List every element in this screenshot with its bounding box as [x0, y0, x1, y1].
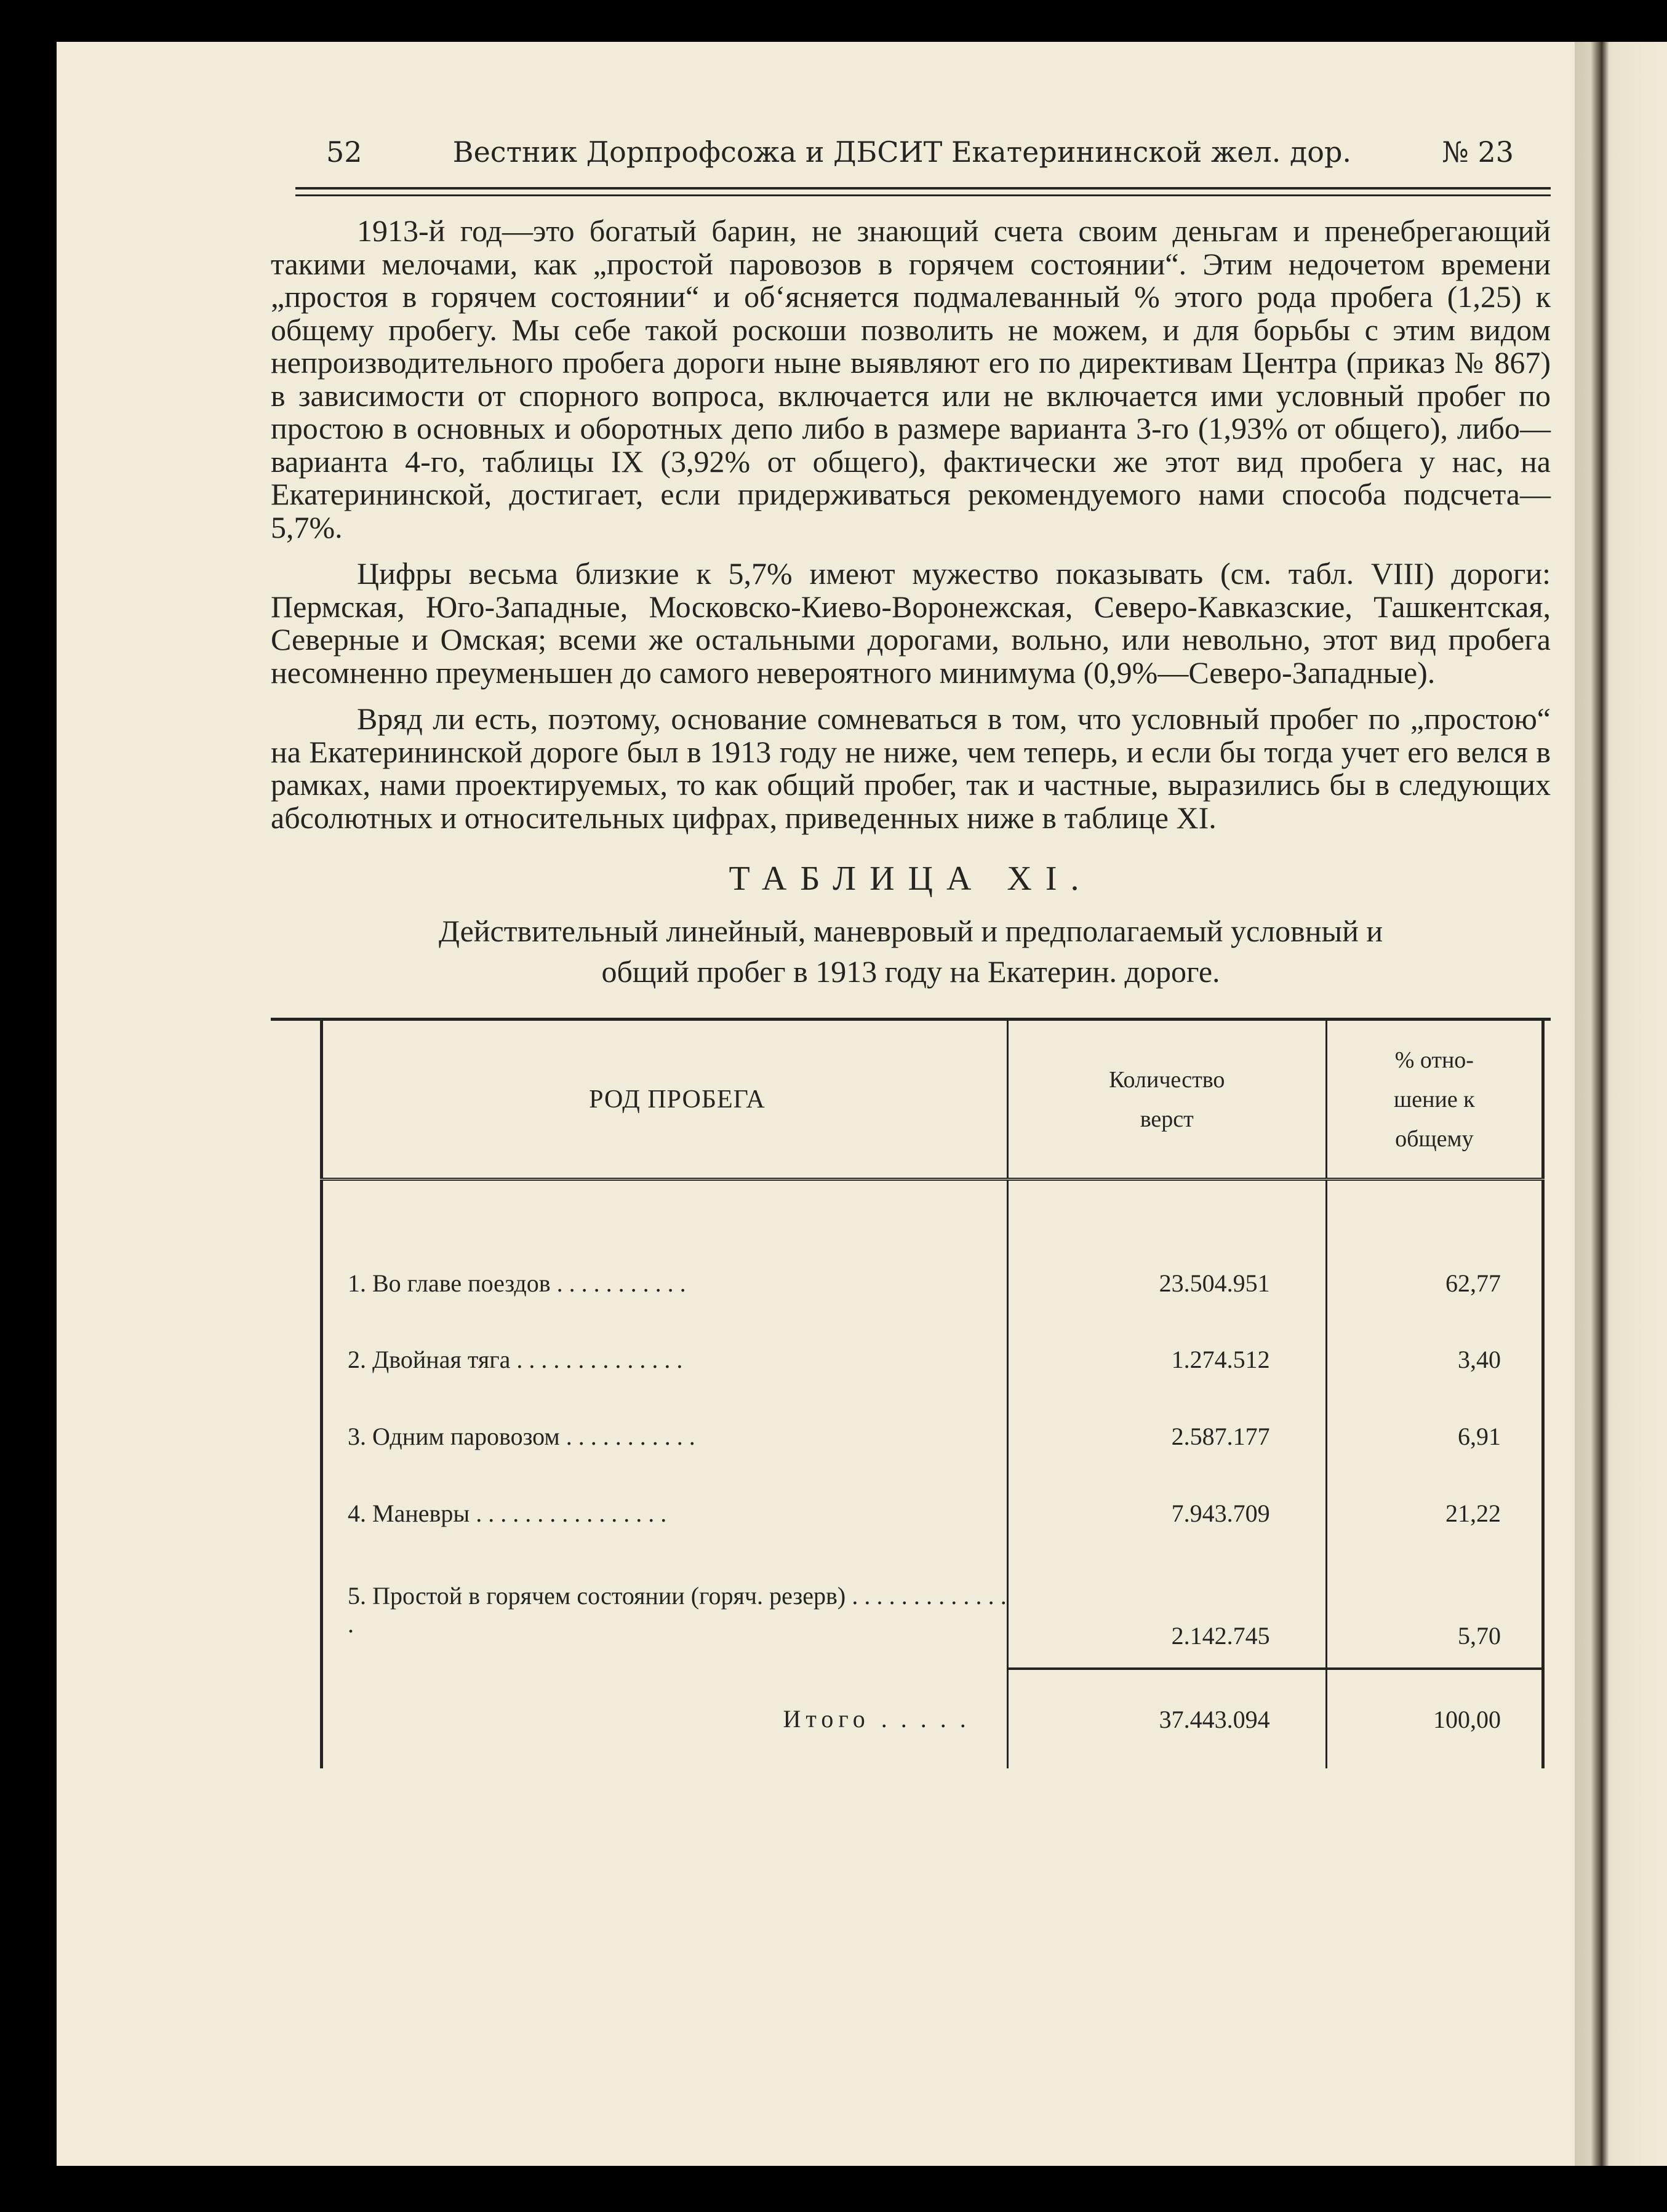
row-label: 1. Во главе поездов — [348, 1269, 551, 1297]
leader-dots: . . . . . . . . . . . . . . — [348, 1582, 1007, 1638]
header-pct-line-2: шение к — [1394, 1086, 1475, 1112]
table-caption-line-2: общий пробег в 1913 году на Екатерин. дороге. — [601, 954, 1220, 989]
header-rule — [295, 187, 1551, 196]
header-qty-line-1: Количество — [1109, 1066, 1225, 1093]
total-label — [322, 1669, 1008, 1768]
book-binding — [1575, 42, 1667, 2166]
running-header — [271, 135, 1551, 178]
table-header-row — [322, 1021, 1543, 1180]
table-caption-line-1: Действительный линейный, маневровый и предполагаемый условный и — [438, 914, 1383, 948]
header-qty — [1007, 1021, 1326, 1180]
total-qty: 37.443.094 — [1007, 1669, 1326, 1768]
leader-dots: . . . . . . . . . . . . . . . . — [476, 1499, 667, 1527]
row-name — [322, 1475, 1008, 1552]
paragraph-1: 1913-й год—это богатый барин, не знающий счета своим деньгам и пренебрегающий такими мелочами, как „простой паровозов в горячем состоянии“. Этим недочетом времени „простоя в горячем состоянии“ и об‘ясняется подмалеванный % этого рода пробега (1,25) к общему пробегу. Мы себе такой роскоши позволить не можем, и для борьбы с этим видом непроизводительного пробега дороги ныне выявляют его по директивам Центра (приказ № 867) в зависимости от спорного вопроса, включается или не включается ими условный пробег по простою в основных и оборотных депо либо в размере варианта 3-го (1,93% от общего), либо—варианта 4-го, таблицы IX (3,92% от общего), фактически же этот вид пробега у нас, на Екатерининской, достигает, если придерживаться рекомендуемого нами способа подсчета—5,7%. — [271, 214, 1551, 545]
row-name — [322, 1180, 1008, 1322]
paragraph-2: Цифры весьма близкие к 5,7% имеют мужество показывать (см. табл. VIII) дороги: Пермская, Юго-Западные, Московско-Киево-Воронежская, Северо-Кавказские, Ташкентская, Северные и Омская; всеми же остальными дорогами, вольно, или невольно, этот вид пробега несомненно преуменьшен до самого невероятного минимума (0,9%—Северо-Западные). — [271, 556, 1551, 690]
issue-number: № 23 — [1442, 135, 1514, 169]
header-pct-line-3: общему — [1395, 1125, 1474, 1152]
table-caption — [271, 911, 1551, 992]
table-row — [322, 1321, 1543, 1398]
row-label: 3. Одним паровозом — [348, 1423, 560, 1450]
page-content — [271, 135, 1551, 1768]
header-qty-line-2: верст — [1140, 1106, 1194, 1132]
row-qty: 1.274.512 — [1007, 1321, 1326, 1398]
mileage-table — [320, 1021, 1545, 1768]
leader-dots: . . . . . — [881, 1704, 970, 1733]
row-pct: 21,22 — [1326, 1475, 1543, 1552]
leader-dots: . . . . . . . . . . . — [566, 1423, 695, 1450]
row-label: 2. Двойная тяга — [348, 1346, 511, 1373]
row-pct: 6,91 — [1326, 1398, 1543, 1475]
binding-shadow — [1591, 42, 1609, 2166]
row-pct: 3,40 — [1326, 1321, 1543, 1398]
table-row — [322, 1552, 1543, 1669]
row-pct: 62,77 — [1326, 1180, 1543, 1322]
row-qty: 23.504.951 — [1007, 1180, 1326, 1322]
header-pct — [1326, 1021, 1543, 1180]
journal-title: Вестник Дорпрофсожа и ДБСИТ Екатерининской жел. дор. — [452, 135, 1352, 169]
page-number: 52 — [326, 135, 362, 169]
total-pct: 100,00 — [1326, 1669, 1543, 1768]
leader-dots: . . . . . . . . . . . . . . — [516, 1346, 683, 1373]
row-label: 4. Маневры — [348, 1499, 470, 1527]
paragraph-3: Вряд ли есть, поэтому, основание сомневаться в том, что условный пробег по „простою“ на Екатерининской дороге был в 1913 году не ниже, чем теперь, и если бы тогда учет его велся в рамках, нами проектируемых, то как общий пробег, так и частные, выразились бы в следующих абсолютных и относительных цифрах, приведенных ниже в таблице XI. — [271, 701, 1551, 835]
table-title: ТАБЛИЦА XI. — [729, 860, 1093, 898]
row-name — [322, 1552, 1008, 1669]
leader-dots: . . . . . . . . . . . — [556, 1269, 686, 1297]
header-kind: РОД ПРОБЕГА — [322, 1021, 1008, 1180]
row-qty: 2.587.177 — [1007, 1398, 1326, 1475]
row-pct: 5,70 — [1326, 1552, 1543, 1669]
row-qty: 2.142.745 — [1007, 1552, 1326, 1669]
row-label: 5. Простой в горячем состоянии (горяч. резерв) — [348, 1582, 846, 1610]
table-row — [322, 1398, 1543, 1475]
table-total-row — [322, 1669, 1543, 1768]
table-row — [322, 1180, 1543, 1322]
total-label-text: Итого — [783, 1704, 870, 1733]
table-row — [322, 1475, 1543, 1552]
row-name — [322, 1398, 1008, 1475]
row-qty: 7.943.709 — [1007, 1475, 1326, 1552]
header-pct-line-1: % отно- — [1394, 1047, 1474, 1073]
row-name — [322, 1321, 1008, 1398]
